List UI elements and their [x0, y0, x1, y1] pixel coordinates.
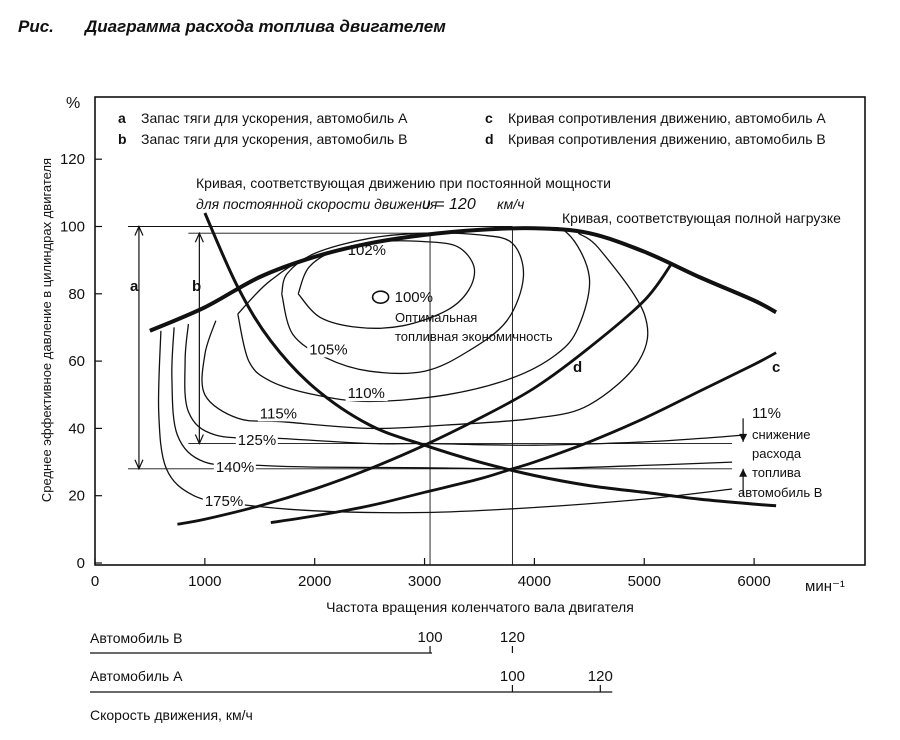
legend-key-a: a: [118, 110, 126, 126]
main-curves: [150, 213, 776, 524]
contour-label: 105%: [309, 341, 348, 359]
x-tick-label: 1000: [188, 573, 222, 590]
reserve-label-b: b: [192, 278, 202, 295]
figure-title: Диаграмма расхода топлива двигателем: [85, 17, 446, 36]
saving-line3: топлива: [752, 465, 801, 480]
speed-axis-title: Скорость движения, км/ч: [90, 707, 253, 723]
curve-label-d: d: [573, 359, 583, 376]
speed-scale-mark: 120: [587, 668, 613, 685]
optimum-caption-line1: Оптимальная: [395, 310, 478, 325]
saving-percent: 11%: [752, 405, 781, 422]
x-axis-title: Частота вращения коленчатого вала двигателя: [326, 599, 634, 615]
y-tick-label: 120: [59, 151, 85, 169]
speed-scale-a-label: Автомобиль А: [90, 668, 183, 684]
speed-scale-b-label: Автомобиль В: [90, 630, 183, 646]
y-axis-title: Среднее эффективное давление в цилиндрах двигателя: [39, 157, 54, 503]
contour-label: 102%: [347, 242, 387, 260]
y-tick-label: 40: [68, 420, 85, 438]
contour-label: 140%: [215, 459, 255, 477]
legend-text-c: Кривая сопротивления движению, автомобиль А: [508, 110, 826, 126]
legend-text-a: Запас тяги для ускорения, автомобиль А: [141, 110, 408, 126]
x-tick-label: 2000: [298, 573, 332, 590]
legend-key-d: d: [485, 131, 494, 147]
optimum-point: [373, 291, 389, 303]
constant-power-speed-unit: км/ч: [497, 196, 525, 212]
resistance-curve-c: [271, 353, 776, 523]
x-unit-label: мин⁻¹: [805, 578, 845, 595]
full-load-label: Кривая, соответствующая полной нагрузке: [562, 210, 841, 226]
saving-arrowhead-up: [739, 469, 747, 477]
speed-scale-mark: 120: [499, 629, 525, 646]
y-tick-label: 60: [68, 353, 85, 371]
contour-label: 110%: [347, 385, 385, 403]
y-tick-label: 0: [76, 555, 85, 572]
contour-label: 125%: [237, 432, 277, 450]
y-tick-label: 80: [68, 285, 85, 303]
constant-power-curve: [205, 213, 776, 506]
guide-lines: [128, 227, 732, 566]
y-tick-label: 20: [68, 487, 85, 505]
legend: [118, 110, 826, 147]
speed-scale-mark: 100: [417, 629, 443, 646]
contour-label: 175%: [204, 492, 244, 510]
y-tick-label: 100: [59, 218, 85, 236]
saving-arrowhead-down: [739, 434, 747, 442]
x-tick-label: 0: [90, 573, 100, 590]
y-unit-label: %: [66, 95, 81, 112]
legend-key-c: c: [485, 110, 493, 126]
x-tick-label: 3000: [407, 573, 442, 590]
curve-label-c: c: [772, 359, 781, 376]
x-tick-label: 4000: [517, 573, 552, 590]
efficiency-contours: [159, 227, 744, 512]
optimum-value-label: 100%: [394, 289, 433, 307]
saving-line2: расхода: [752, 446, 802, 461]
legend-text-b: Запас тяги для ускорения, автомобиль В: [141, 131, 408, 147]
contour-label: 115%: [259, 405, 298, 423]
legend-key-b: b: [118, 131, 127, 147]
efficiency-contour: [159, 331, 733, 513]
optimum-caption-line2: топливная экономичность: [395, 329, 553, 344]
saving-line4: автомобиль В: [738, 485, 823, 500]
x-tick-label: 6000: [737, 573, 771, 590]
legend-text-d: Кривая сопротивления движению, автомобиль В: [508, 131, 826, 147]
figure-prefix: Рис.: [18, 17, 54, 36]
saving-line1: снижение: [752, 427, 811, 442]
constant-power-label-line1: Кривая, соответствующая движению при постоянной мощности: [196, 175, 611, 191]
x-tick-label: 5000: [627, 573, 661, 590]
constant-power-speed-formula: υ = 120: [422, 196, 476, 213]
constant-power-label-line2: для постоянной скорости движения: [196, 196, 438, 212]
reserve-label-a: a: [130, 278, 139, 295]
speed-scale-mark: 100: [499, 668, 525, 685]
